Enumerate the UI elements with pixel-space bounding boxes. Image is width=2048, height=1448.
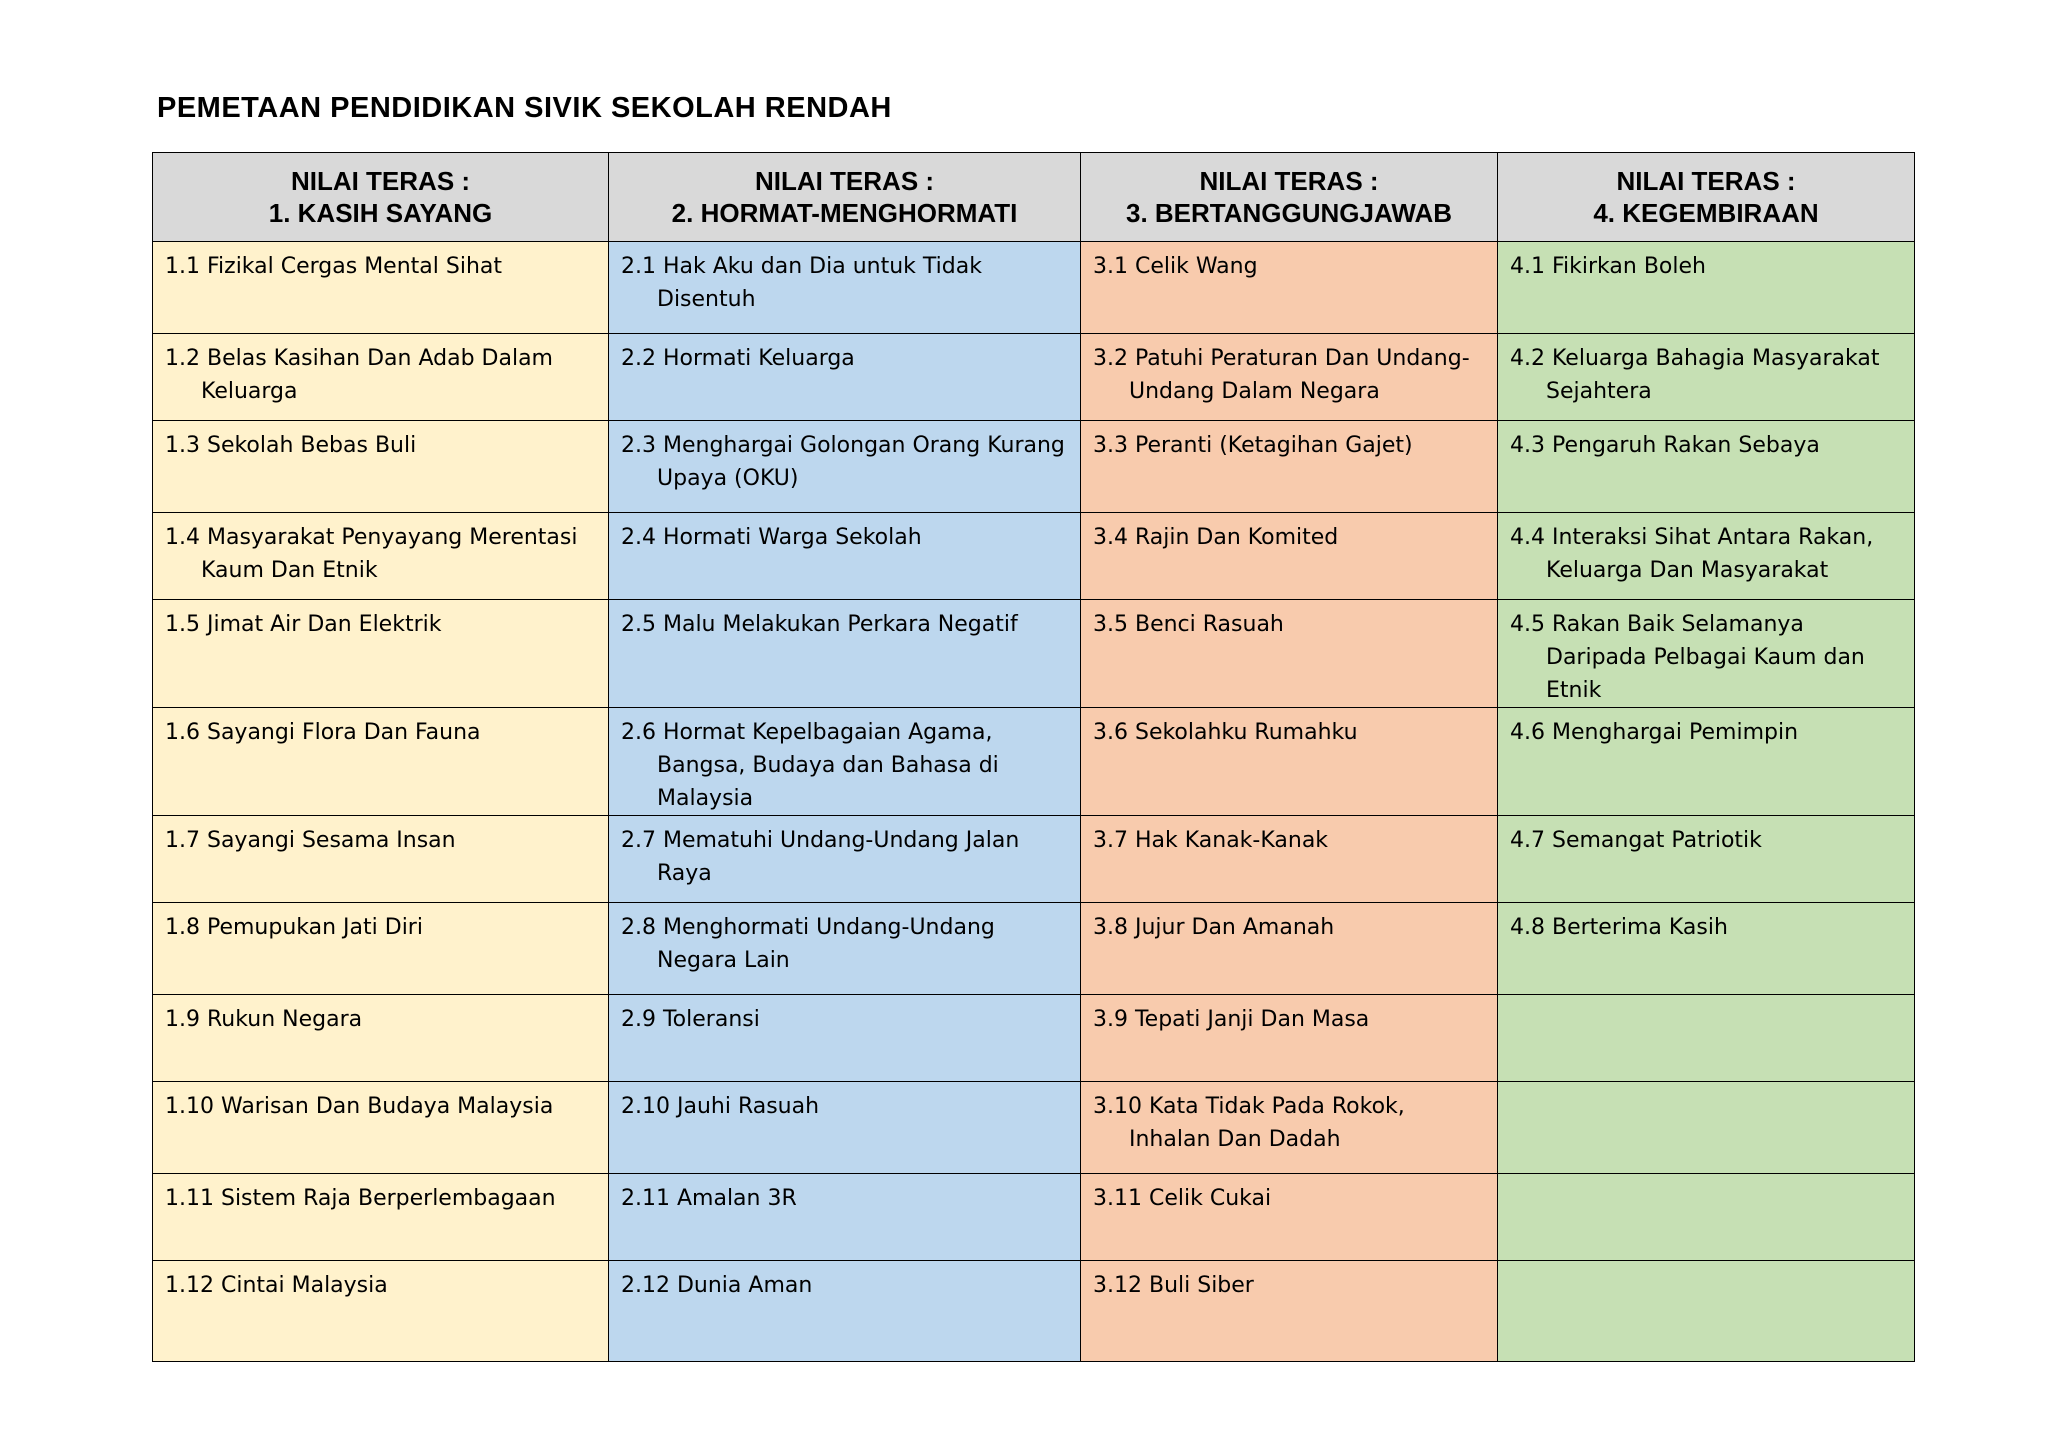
header-row	[153, 153, 1915, 242]
table-cell	[1498, 1261, 1915, 1362]
table-cell: 3.3 Peranti (Ketagihan Gajet)	[1081, 421, 1498, 513]
table-cell	[1498, 995, 1915, 1082]
column-header-kegembiraan: NILAI TERAS : 4. KEGEMBIRAAN	[1498, 153, 1915, 242]
table-row	[153, 995, 1915, 1082]
table-cell: 3.12 Buli Siber	[1081, 1261, 1498, 1362]
column-header-bertanggungjawab: NILAI TERAS : 3. BERTANGGUNGJAWAB	[1081, 153, 1498, 242]
table-row	[153, 1261, 1915, 1362]
table-cell: 1.4 Masyarakat Penyayang Merentasi Kaum Dan Etnik	[153, 513, 609, 600]
table-cell: 1.1 Fizikal Cergas Mental Sihat	[153, 242, 609, 334]
table-row	[153, 903, 1915, 995]
table-cell: 1.11 Sistem Raja Berperlembagaan	[153, 1174, 609, 1261]
table-cell: 3.4 Rajin Dan Komited	[1081, 513, 1498, 600]
table-cell: 3.2 Patuhi Peraturan Dan Undang-Undang Dalam Negara	[1081, 334, 1498, 421]
table-cell: 4.1 Fikirkan Boleh	[1498, 242, 1915, 334]
table-cell: 2.1 Hak Aku dan Dia untuk Tidak Disentuh	[609, 242, 1081, 334]
table-cell: 3.8 Jujur Dan Amanah	[1081, 903, 1498, 995]
table-cell: 3.10 Kata Tidak Pada Rokok, Inhalan Dan Dadah	[1081, 1082, 1498, 1174]
table-cell: 1.5 Jimat Air Dan Elektrik	[153, 600, 609, 708]
table-cell: 1.10 Warisan Dan Budaya Malaysia	[153, 1082, 609, 1174]
table-cell: 1.6 Sayangi Flora Dan Fauna	[153, 708, 609, 816]
table-cell: 2.10 Jauhi Rasuah	[609, 1082, 1081, 1174]
table-row	[153, 242, 1915, 334]
table-row	[153, 600, 1915, 708]
table-row	[153, 708, 1915, 816]
table-cell: 4.2 Keluarga Bahagia Masyarakat Sejahtera	[1498, 334, 1915, 421]
table-cell: 3.9 Tepati Janji Dan Masa	[1081, 995, 1498, 1082]
table-cell: 1.9 Rukun Negara	[153, 995, 609, 1082]
table-cell: 3.1 Celik Wang	[1081, 242, 1498, 334]
table-row	[153, 421, 1915, 513]
table-cell	[1498, 1082, 1915, 1174]
table-cell: 3.6 Sekolahku Rumahku	[1081, 708, 1498, 816]
table-cell: 4.5 Rakan Baik Selamanya Daripada Pelbagai Kaum dan Etnik	[1498, 600, 1915, 708]
table-cell: 4.3 Pengaruh Rakan Sebaya	[1498, 421, 1915, 513]
civics-mapping-table	[152, 152, 1915, 1362]
table-cell: 1.2 Belas Kasihan Dan Adab Dalam Keluarga	[153, 334, 609, 421]
column-header-hormat-menghormati: NILAI TERAS : 2. HORMAT-MENGHORMATI	[609, 153, 1081, 242]
table-cell: 2.11 Amalan 3R	[609, 1174, 1081, 1261]
table-cell: 2.12 Dunia Aman	[609, 1261, 1081, 1362]
table-row	[153, 1082, 1915, 1174]
column-header-kasih-sayang: NILAI TERAS : 1. KASIH SAYANG	[153, 153, 609, 242]
table-cell: 3.11 Celik Cukai	[1081, 1174, 1498, 1261]
table-cell: 3.5 Benci Rasuah	[1081, 600, 1498, 708]
table-cell: 2.4 Hormati Warga Sekolah	[609, 513, 1081, 600]
table-cell: 2.3 Menghargai Golongan Orang Kurang Upaya (OKU)	[609, 421, 1081, 513]
table-cell: 4.6 Menghargai Pemimpin	[1498, 708, 1915, 816]
table-cell: 2.7 Mematuhi Undang-Undang Jalan Raya	[609, 816, 1081, 903]
table-cell: 1.3 Sekolah Bebas Buli	[153, 421, 609, 513]
table-cell	[1498, 1174, 1915, 1261]
page-title: PEMETAAN PENDIDIKAN SIVIK SEKOLAH RENDAH	[157, 92, 892, 124]
table-cell: 4.7 Semangat Patriotik	[1498, 816, 1915, 903]
table-cell: 2.2 Hormati Keluarga	[609, 334, 1081, 421]
table-cell: 1.8 Pemupukan Jati Diri	[153, 903, 609, 995]
table-cell: 1.12 Cintai Malaysia	[153, 1261, 609, 1362]
table-row	[153, 1174, 1915, 1261]
table-row	[153, 334, 1915, 421]
table-cell: 1.7 Sayangi Sesama Insan	[153, 816, 609, 903]
table-cell: 2.6 Hormat Kepelbagaian Agama, Bangsa, Budaya dan Bahasa di Malaysia	[609, 708, 1081, 816]
table-cell: 4.8 Berterima Kasih	[1498, 903, 1915, 995]
table-cell: 2.8 Menghormati Undang-Undang Negara Lain	[609, 903, 1081, 995]
table-row	[153, 513, 1915, 600]
table-cell: 4.4 Interaksi Sihat Antara Rakan, Keluarga Dan Masyarakat	[1498, 513, 1915, 600]
table-cell: 2.5 Malu Melakukan Perkara Negatif	[609, 600, 1081, 708]
table-cell: 2.9 Toleransi	[609, 995, 1081, 1082]
table-cell: 3.7 Hak Kanak-Kanak	[1081, 816, 1498, 903]
table-row	[153, 816, 1915, 903]
